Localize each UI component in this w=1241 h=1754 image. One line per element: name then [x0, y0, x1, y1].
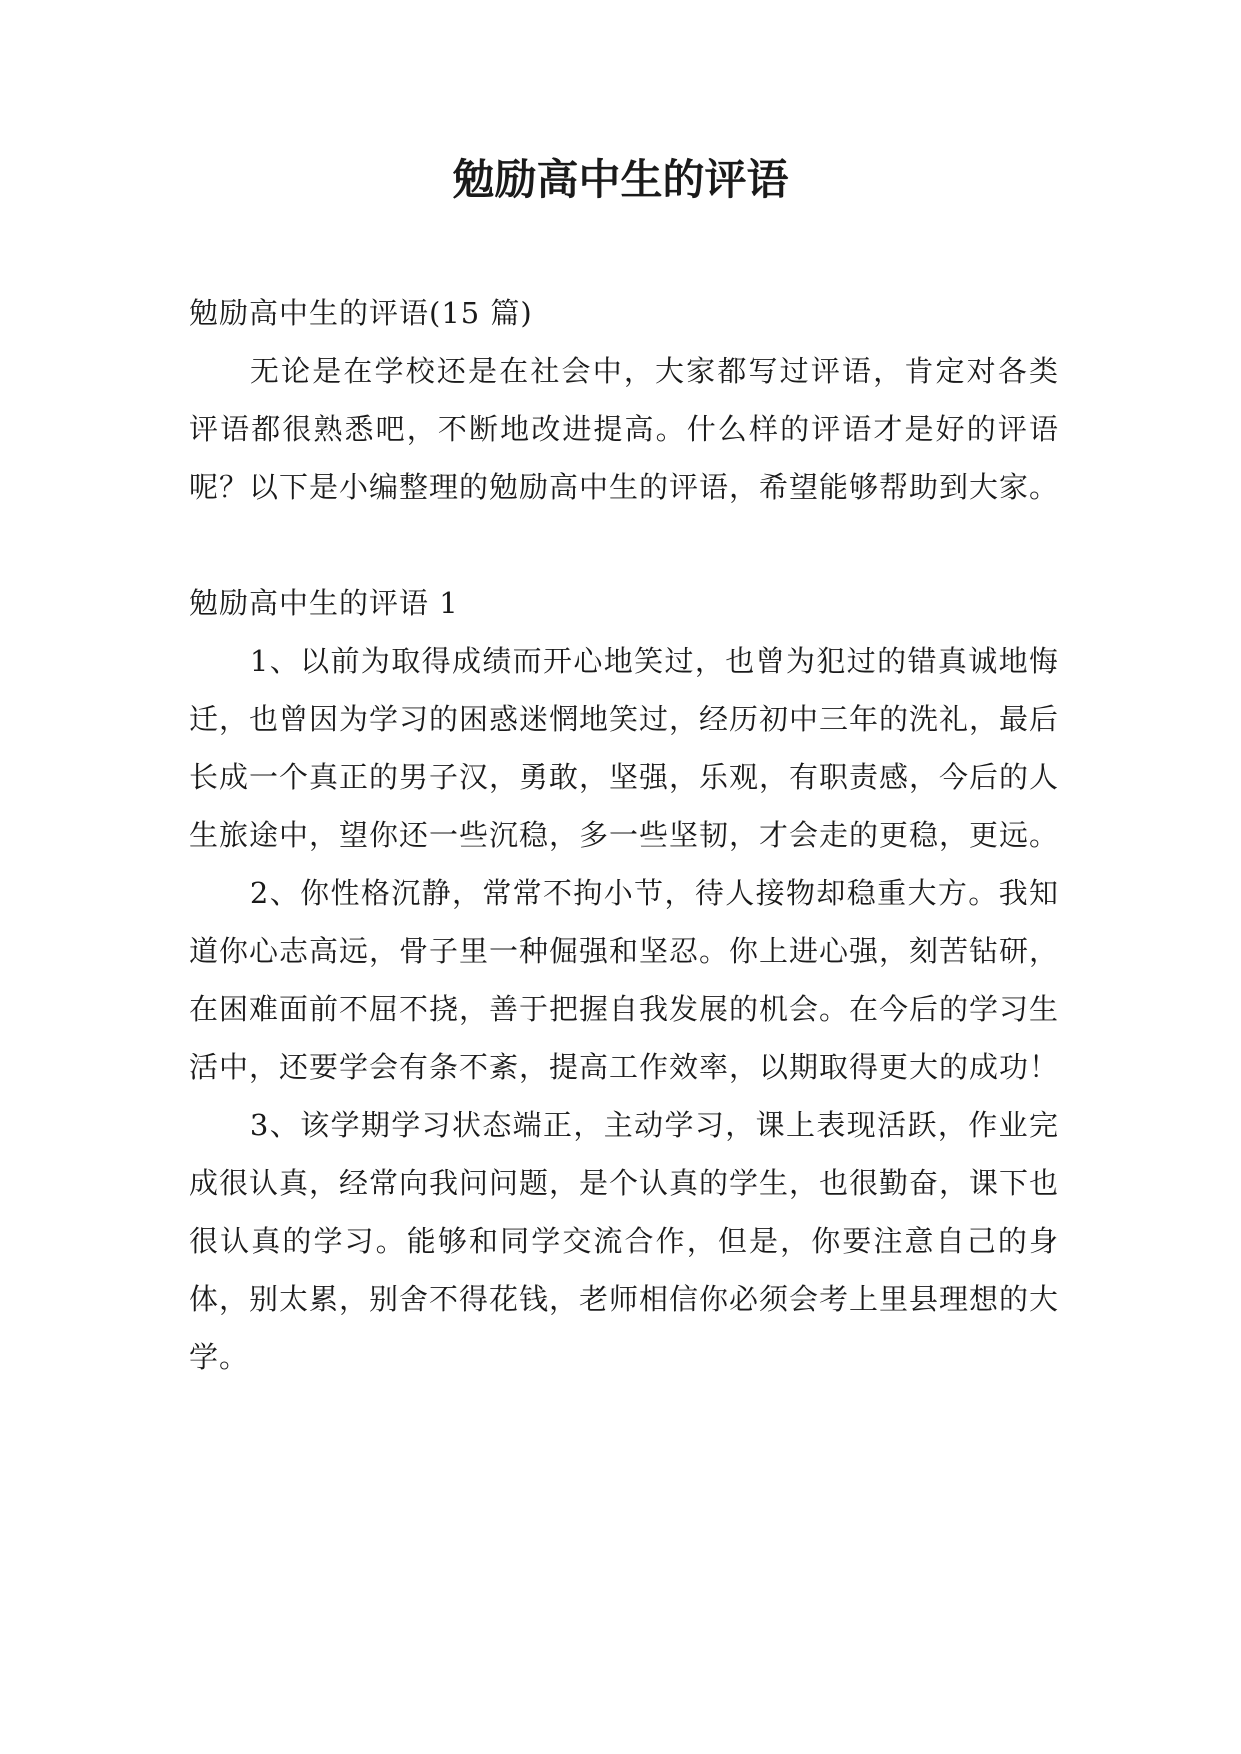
- comment-paragraph-2: 2、你性格沉静，常常不拘小节，待人接物却稳重大方。我知道你心志高远，骨子里一种倔强和坚忍。你上进心强，刻苦钻研，在困难面前不屈不挠，善于把握自我发展的机会。在今后的学习生活中，还要学会有条不紊，提高工作效率，以期取得更大的成功！: [189, 876, 1060, 1084]
- document-title: 勉励高中生的评语: [452, 155, 789, 204]
- comment-paragraph-3: 3、该学期学习状态端正，主动学习，课上表现活跃，作业完成很认真，经常向我问问题，是个认真的学生，也很勤奋，课下也很认真的学习。能够和同学交流合作，但是，你要注意自己的身体，别太累，别舍不得花钱，老师相信你必须会考上里县理想的大学。: [189, 1108, 1060, 1374]
- comment-paragraph-1: 1、以前为取得成绩而开心地笑过，也曾为犯过的错真诚地悔迁，也曾因为学习的困惑迷惘地笑过，经历初中三年的洗礼，最后长成一个真正的男子汉，勇敢，坚强，乐观，有职责感，今后的人生旅途中，望你还一些沉稳，多一些坚韧，才会走的更稳，更远。: [189, 644, 1060, 852]
- intro-paragraph: 无论是在学校还是在社会中，大家都写过评语，肯定对各类评语都很熟悉吧，不断地改进提高。什么样的评语才是好的评语呢？以下是小编整理的勉励高中生的评语，希望能够帮助到大家。: [189, 354, 1060, 504]
- section-heading: 勉励高中生的评语 1: [189, 586, 459, 620]
- document-body: [189, 284, 1059, 1386]
- document-subtitle: 勉励高中生的评语(15 篇): [189, 296, 533, 330]
